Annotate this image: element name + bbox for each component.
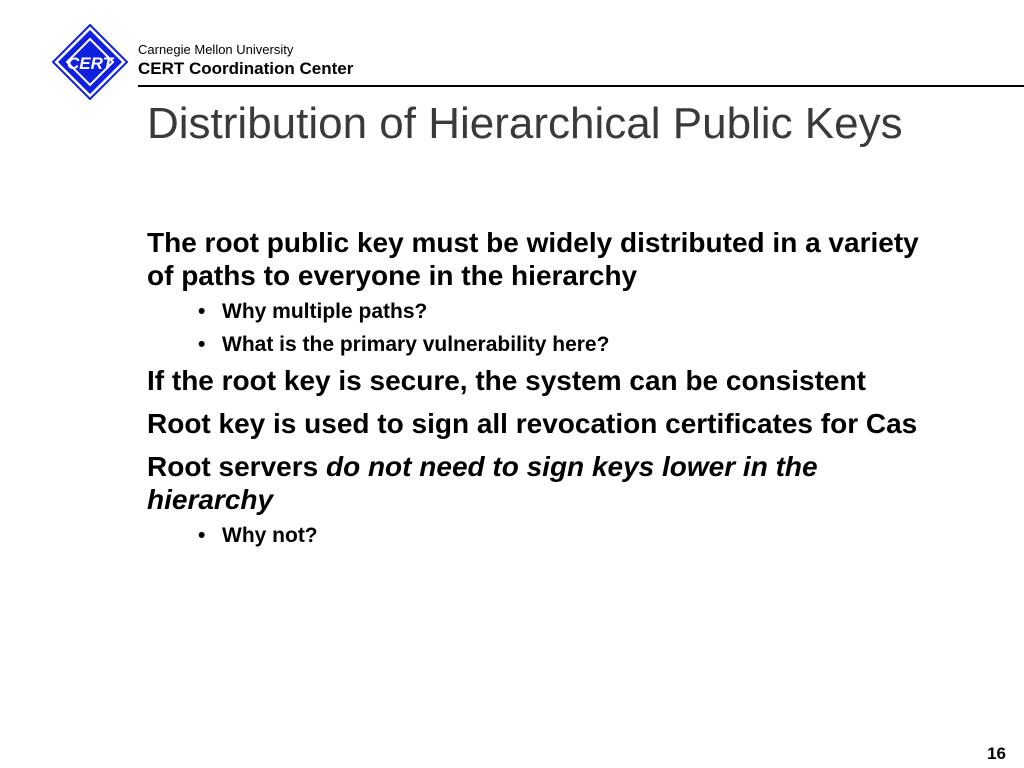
point-text: Root servers: [147, 451, 326, 482]
bullet-icon: •: [198, 333, 206, 356]
point-root-servers: [147, 450, 937, 516]
point-root-key-distribution: The root public key must be widely distributed in a variety of paths to everyone in the hierarchy: [147, 227, 919, 291]
header-rule: [138, 85, 1024, 87]
slide-body: [147, 226, 937, 555]
organization-header: [138, 42, 353, 79]
university-name: Carnegie Mellon University: [138, 42, 294, 57]
center-name: CERT Coordination Center: [138, 59, 354, 78]
bullet-icon: •: [198, 300, 206, 323]
page-number: 16: [987, 744, 1006, 763]
point-root-key-revocation: Root key is used to sign all revocation certificates for Cas: [147, 408, 918, 439]
sub-point-text: Why not?: [222, 524, 318, 547]
point-emphasis: do not need to sign keys lower in the hierarchy: [147, 451, 818, 515]
sub-point-vulnerability: [198, 331, 937, 358]
sub-point-multiple-paths: [198, 298, 937, 325]
logo-text: CERT: [67, 54, 113, 73]
slide-title: Distribution of Hierarchical Public Keys: [147, 99, 903, 148]
point-root-key-secure: If the root key is secure, the system can be consistent: [147, 365, 866, 396]
cert-diamond-icon: [52, 24, 128, 100]
sub-list-1: [147, 298, 937, 358]
sub-point-text: What is the primary vulnerability here?: [222, 333, 610, 356]
sub-list-2: [147, 522, 937, 549]
sub-point-text: Why multiple paths?: [222, 300, 428, 323]
bullet-icon: •: [198, 524, 206, 547]
cert-logo: [52, 24, 128, 100]
sub-point-why-not: [198, 522, 937, 549]
